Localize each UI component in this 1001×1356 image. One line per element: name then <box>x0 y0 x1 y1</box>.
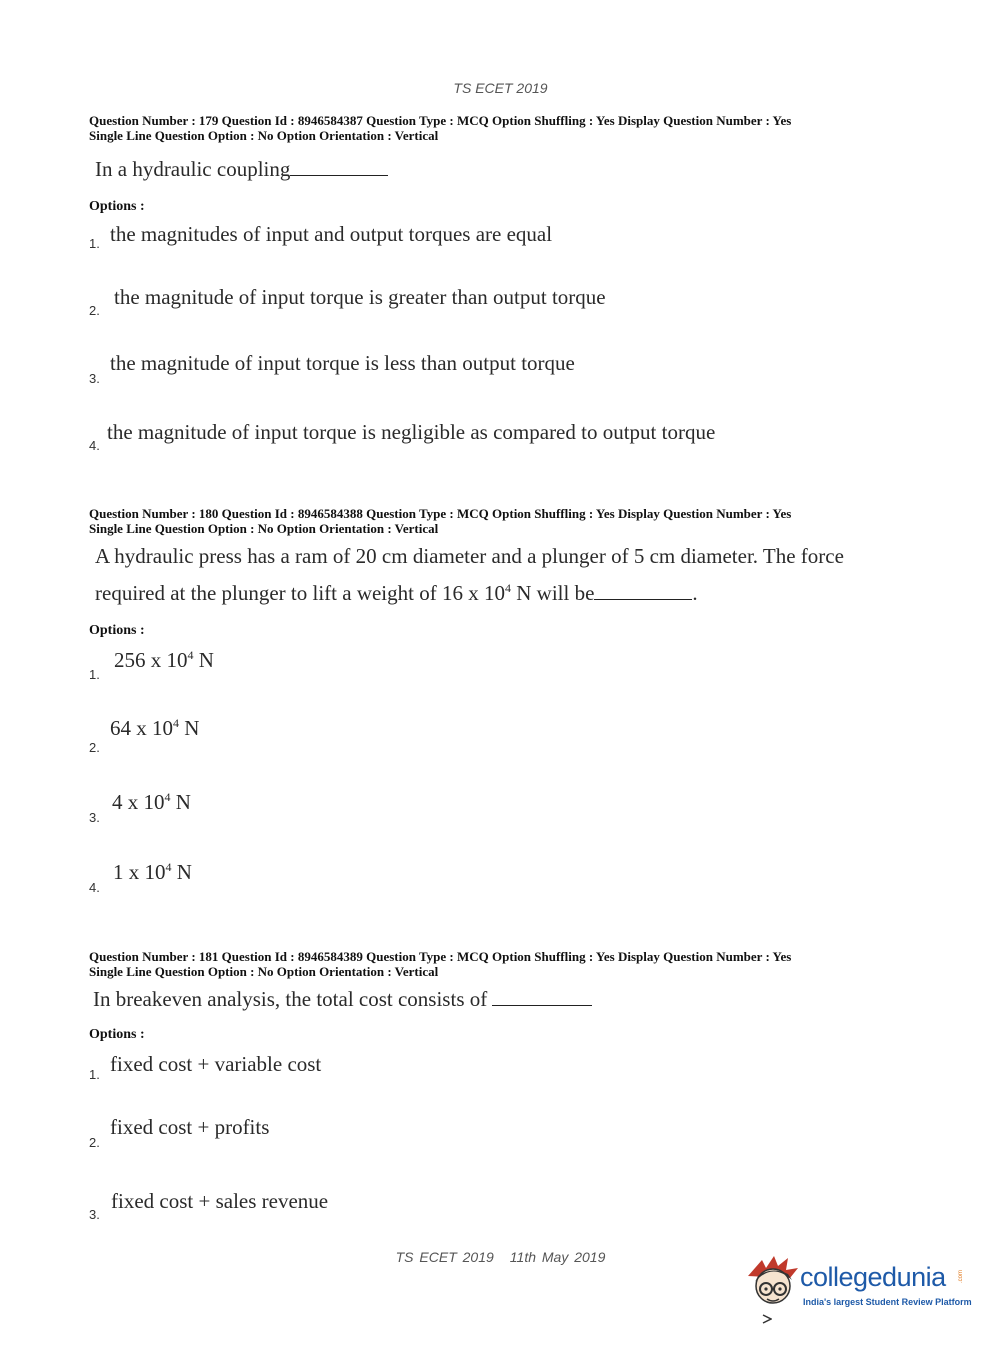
question-181-meta <box>89 949 909 979</box>
option-text: the magnitude of input torque is greater than output torque <box>114 285 606 309</box>
option-text: 1 x $10^4$ N <box>113 860 192 884</box>
question-179-meta <box>89 113 909 143</box>
meta-line-2: Single Line Question Option : No Option Orientation : Vertical <box>89 521 439 536</box>
option-number: 3. <box>89 810 100 825</box>
option-text: fixed cost + variable cost <box>110 1052 322 1076</box>
meta-line-2: Single Line Question Option : No Option Orientation : Vertical <box>89 964 439 979</box>
question-text: In a hydraulic coupling <box>95 157 291 181</box>
option-text: fixed cost + sales revenue <box>111 1189 329 1213</box>
mascot-icon <box>742 1252 804 1314</box>
options-label: Options : <box>89 1027 145 1042</box>
logo-mark-icon <box>762 1314 772 1324</box>
option-number: 2. <box>89 740 100 755</box>
question-180-text <box>95 538 844 612</box>
question-181-text <box>93 981 592 1018</box>
meta-line-1: Question Number : 181 Question Id : 8946584389 Question Type : MCQ Option Shuffling : Yes Display Question Number : Yes <box>89 949 792 964</box>
option-text: the magnitude of input torque is negligible as compared to output torque <box>107 420 716 444</box>
option-number: 4. <box>89 880 100 895</box>
meta-line-1: Question Number : 179 Question Id : 8946584387 Question Type : MCQ Option Shuffling : Yes Display Question Number : Yes <box>89 113 792 128</box>
answer-blank <box>492 987 592 1006</box>
option-number: 2. <box>89 303 100 318</box>
meta-line-2: Single Line Question Option : No Option Orientation : Vertical <box>89 128 439 143</box>
question-text-line-2: required at the plunger to lift a weight of 16 x $10^4$ N will be . <box>95 581 698 605</box>
option-number: 3. <box>89 371 100 386</box>
footer-exam: TS ECET 2019 <box>395 1249 494 1265</box>
options-label: Options : <box>89 199 145 214</box>
footer-date: 11th May 2019 <box>509 1249 606 1265</box>
question-text-line-1: A hydraulic press has a ram of 20 cm diameter and a plunger of 5 cm diameter. The force <box>95 544 844 568</box>
meta-line-1: Question Number : 180 Question Id : 8946584388 Question Type : MCQ Option Shuffling : Yes Display Question Number : Yes <box>89 506 792 521</box>
question-text: In breakeven analysis, the total cost consists of <box>93 987 488 1011</box>
option-number: 1. <box>89 1067 100 1082</box>
option-text: 4 x $10^4$ N <box>112 790 191 814</box>
question-180-meta <box>89 506 909 536</box>
option-number: 3. <box>89 1207 100 1222</box>
logo-tagline: India's largest Student Review Platform <box>803 1297 972 1307</box>
option-text: 64 x $10^4$ N <box>110 716 200 740</box>
option-number: 1. <box>89 667 100 682</box>
answer-blank <box>290 157 388 176</box>
option-text: the magnitude of input torque is less than output torque <box>110 351 575 375</box>
question-179-text <box>95 151 388 188</box>
option-number: 4. <box>89 438 100 453</box>
options-label: Options : <box>89 623 145 638</box>
logo-brand-name: collegedunia <box>800 1262 946 1292</box>
option-text: 256 x $10^4$ N <box>114 648 214 672</box>
option-number: 2. <box>89 1135 100 1150</box>
logo-suffix: .com <box>958 1270 964 1284</box>
answer-blank <box>594 581 692 600</box>
option-text: the magnitudes of input and output torques are equal <box>110 222 553 246</box>
option-text: fixed cost + profits <box>110 1115 270 1139</box>
option-number: 1. <box>89 236 100 251</box>
page-header: TS ECET 2019 <box>453 80 548 96</box>
